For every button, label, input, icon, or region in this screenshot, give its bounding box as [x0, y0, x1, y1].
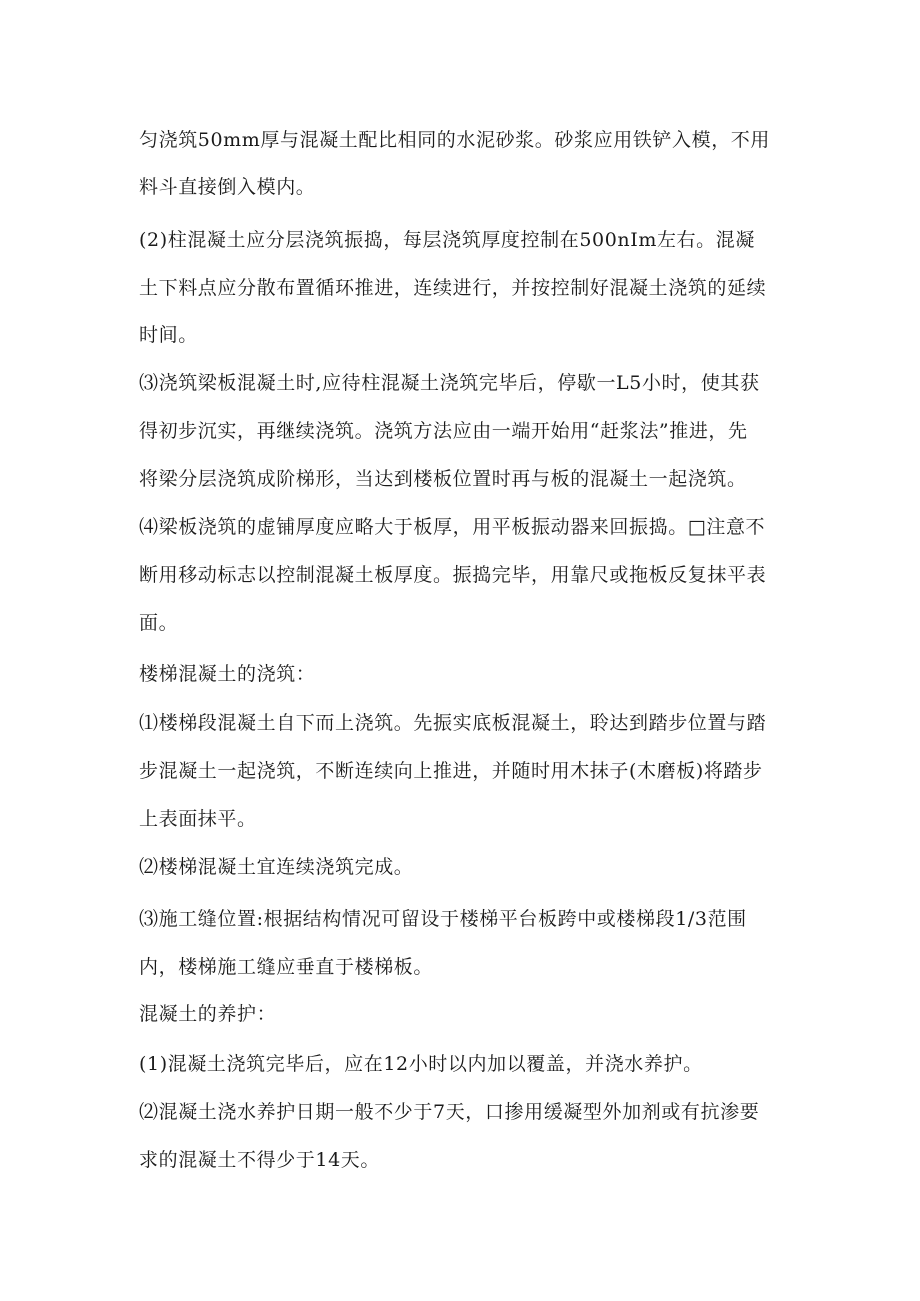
text-line: 匀浇筑50mm厚与混凝土配比相同的水泥砂浆。砂浆应用铁铲入模，不用 [139, 129, 771, 151]
section-heading: 楼梯混凝土的浇筑： [139, 663, 316, 685]
text-line: 得初步沉实，再继续浇筑。浇筑方法应由一端开始用“赶浆法”推进，先 [139, 420, 748, 442]
text-line: 步混凝土一起浇筑，不断连续向上推进，并随时用木抹子(木磨板)将踏步 [139, 760, 763, 782]
text-line: 将梁分层浇筑成阶梯形，当达到楼板位置时再与板的混凝土一起浇筑。 [139, 468, 747, 490]
text-line: 断用移动标志以控制混凝土板厚度。振捣完毕，用靠尺或拖板反复抹平表 [139, 564, 767, 586]
text-line: ⑶施工缝位置:根据结构情况可留设于楼梯平台板跨中或楼梯段1/3范围 [139, 908, 747, 930]
text-line: ⑵混凝土浇水养护日期一般不少于7天，口掺用缓凝型外加剂或有抗渗要 [139, 1101, 760, 1123]
text-line: (2)柱混凝土应分层浇筑振捣，每层浇筑厚度控制在500nIm左右。混凝 [139, 229, 755, 251]
text-line: 料斗直接倒入模内。 [139, 176, 316, 198]
text-line: ⑵楼梯混凝土宜连续浇筑完成。 [139, 856, 414, 878]
text-line: ⑶浇筑梁板混凝土时,应待柱混凝土浇筑完毕后，停歇一L5小时，使其获 [139, 372, 760, 394]
text-line: 求的混凝土不得少于14天。 [139, 1149, 380, 1171]
text-line: 内，楼梯施工缝应垂直于楼梯板。 [139, 956, 434, 978]
text-line: 土下料点应分散布置循环推进，连续进行，并按控制好混凝土浇筑的延续 [139, 277, 767, 299]
text-line: 时间。 [139, 324, 198, 346]
text-line: 面。 [139, 612, 179, 634]
text-line: ⑴楼梯段混凝土自下而上浇筑。先振实底板混凝土，聆达到踏步位置与踏 [139, 712, 767, 734]
section-heading: 混凝土的养护： [139, 1003, 277, 1025]
text-line: 上表面抹平。 [139, 808, 257, 830]
text-line: (1)混凝土浇筑完毕后，应在12小时以内加以覆盖，并浇水养护。 [139, 1053, 703, 1075]
text-line: ⑷梁板浇筑的虚铺厚度应略大于板厚，用平板振动器来回振捣。□注意不 [139, 516, 766, 538]
